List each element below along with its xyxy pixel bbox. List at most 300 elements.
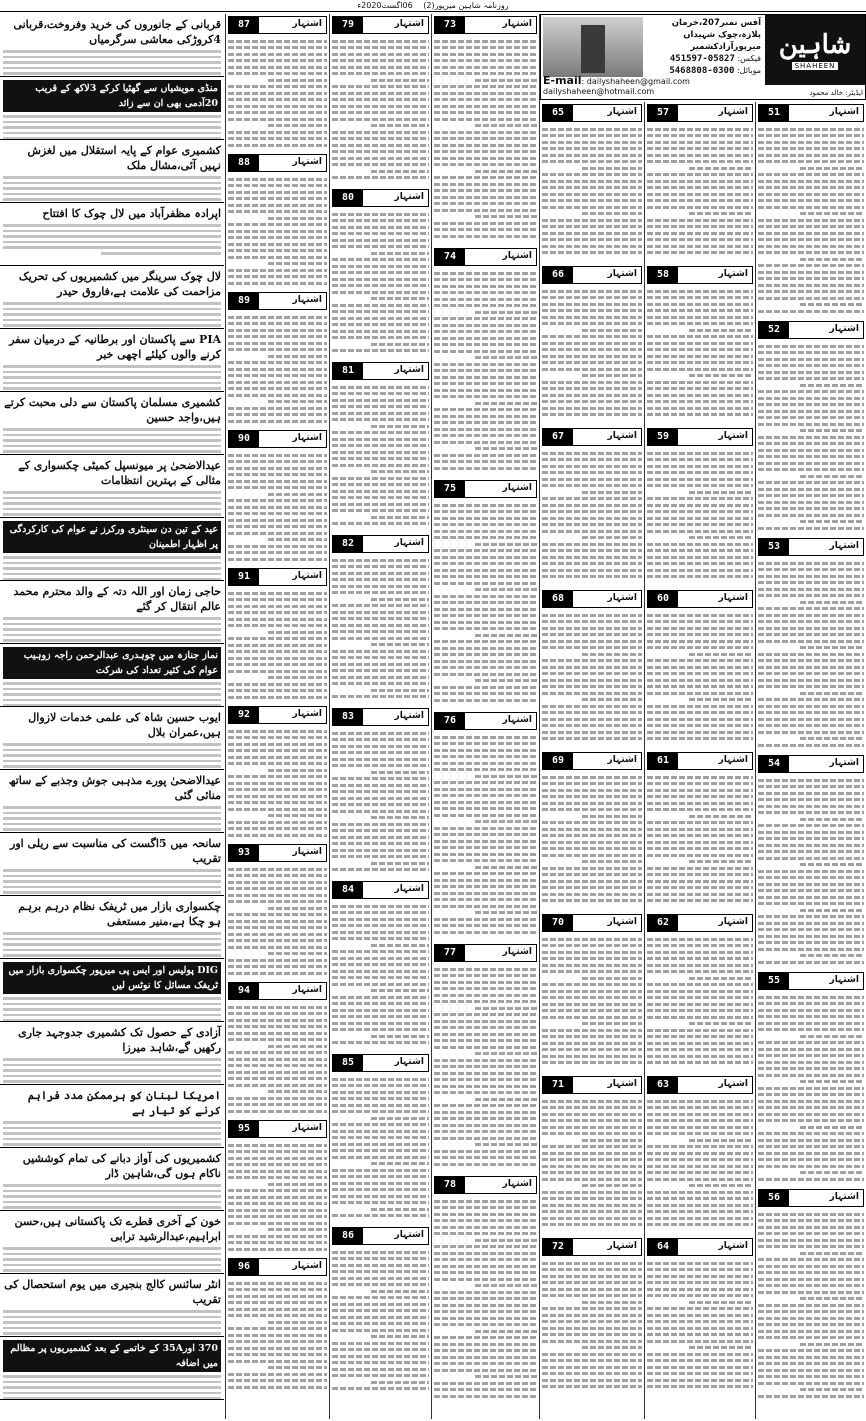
story-body-text (3, 1184, 221, 1211)
notice-number: 78 (435, 1176, 465, 1194)
notice-label: اشتہار (292, 847, 322, 858)
notice-number: 72 (543, 1238, 573, 1256)
notice-header (647, 1076, 753, 1094)
notice-header (332, 708, 429, 726)
notice-number: 84 (333, 881, 363, 899)
notice-body-text (228, 450, 327, 562)
legal-notice (647, 266, 753, 424)
news-column (0, 14, 224, 1419)
news-story (0, 329, 224, 392)
notice-number: 58 (648, 266, 678, 284)
notice-header (434, 712, 537, 730)
notice-label: اشتہار (292, 709, 322, 720)
notice-body-text (542, 934, 642, 1070)
notice-header (228, 292, 327, 310)
legal-notice (647, 1238, 753, 1396)
notice-label: اشتہار (502, 483, 532, 494)
folio-date: 06اگست2020ء (357, 1, 413, 10)
notice-body-text (228, 312, 327, 424)
notice-body-text (758, 124, 864, 315)
news-story (0, 140, 224, 203)
story-body-text (3, 1375, 221, 1400)
notice-label: اشتہار (829, 107, 859, 118)
notice-body-text (542, 1096, 642, 1232)
masthead (540, 14, 866, 100)
news-story (0, 203, 224, 266)
story-body-text (3, 743, 221, 770)
contact-info (643, 17, 761, 77)
notice-label: اشتہار (292, 433, 322, 444)
legal-notice (542, 752, 642, 910)
email-secondary[interactable]: dailyshaheen@hotmail.com (543, 87, 655, 96)
notice-number: 64 (648, 1238, 678, 1256)
notice-header (332, 535, 429, 553)
legal-notice (332, 535, 429, 704)
notice-body-text (228, 1278, 327, 1390)
story-body-text (3, 302, 221, 329)
news-story (0, 392, 224, 455)
notice-header (434, 248, 537, 266)
news-story (0, 707, 224, 770)
notice-body-text (542, 772, 642, 908)
notice-header (542, 104, 642, 122)
notice-body-text (332, 728, 429, 875)
notice-header (758, 972, 864, 990)
notice-label: اشتہار (394, 365, 424, 376)
story-body-text (3, 428, 221, 455)
story-headline: کشمیریوں کی آواز دبانے کی تمام کوششیں ناکام ہوں گی،شاہین ڈار (22, 1152, 221, 1180)
story-body-text (3, 682, 221, 707)
notice-number: 74 (435, 248, 465, 266)
notice-header (332, 189, 429, 207)
notice-body-text (647, 448, 753, 584)
news-story (0, 1211, 224, 1274)
newspaper-logo (765, 15, 865, 85)
notice-body-text (332, 901, 429, 1048)
legal-notice (542, 266, 642, 424)
notice-header (228, 982, 327, 1000)
story-body-text (3, 176, 221, 203)
story-body-text (3, 1247, 221, 1274)
notice-label: اشتہار (607, 917, 637, 928)
notice-body-text (542, 1258, 642, 1394)
news-story (0, 1337, 224, 1400)
notice-column-3 (540, 102, 644, 1419)
notice-header (758, 755, 864, 773)
notice-label: اشتہار (292, 19, 322, 30)
notice-label: اشتہار (718, 917, 748, 928)
notice-header (647, 1238, 753, 1256)
notice-number: 73 (435, 16, 465, 34)
story-headline: حاجی زمان اور اللہ دتہ کے والد محترم محمد عالم انتقال کر گئے (13, 585, 221, 613)
notice-header (434, 480, 537, 498)
legal-notice (228, 1120, 327, 1254)
notice-header (228, 844, 327, 862)
story-headline: ایوب حسین شاہ کی علمی خدمات لازوال ہیں،عمران بلال (28, 711, 221, 739)
notice-number: 85 (333, 1054, 363, 1072)
legal-notice (647, 1076, 753, 1234)
notice-number: 62 (648, 914, 678, 932)
mobile-label: موبائل: (736, 66, 761, 75)
news-story (0, 959, 224, 1022)
notice-body-text (542, 286, 642, 422)
story-body-text (3, 224, 221, 255)
notice-header (228, 430, 327, 448)
story-headline: کشمیری مسلمان پاکستان سے دلی محبت کرتے ہیں،واجد حسین (4, 396, 221, 424)
notice-number: 69 (543, 752, 573, 770)
legal-notice (647, 590, 753, 748)
news-story (0, 1085, 224, 1148)
notice-column-5 (330, 14, 431, 1419)
notice-header (647, 914, 753, 932)
notice-header (228, 706, 327, 724)
folio-paper: روزنامہ شاہین میرپور(2) (423, 1, 509, 10)
legal-notice (647, 428, 753, 586)
notice-label: اشتہار (607, 1241, 637, 1252)
notice-number: 95 (229, 1120, 259, 1138)
notice-header (758, 104, 864, 122)
story-headline: نماز جنازہ میں چوہدری عبدالرحمن راجہ زوہیب عوام کی کثیر تعداد کی شرکت (3, 647, 221, 679)
story-headline: خون کے آخری قطرے تک پاکستانی ہیں،حسن ابراہیم،عبدالرشید ترابی (14, 1215, 221, 1243)
notice-column-1 (756, 102, 866, 1419)
story-headline: آزادی کے حصول تک کشمیری جدوجہد جاری رکھیں گے،شاہد میرزا (18, 1026, 221, 1054)
notice-number: 71 (543, 1076, 573, 1094)
legal-notice (228, 292, 327, 426)
news-story (0, 14, 224, 77)
notice-body-text (758, 341, 864, 532)
legal-notice (758, 538, 864, 751)
notice-number: 82 (333, 535, 363, 553)
story-body-text (3, 869, 221, 896)
notice-label: اشتہار (718, 1079, 748, 1090)
notice-body-text (228, 726, 327, 838)
notice-number: 88 (229, 154, 259, 172)
legal-notice (434, 1176, 537, 1404)
notice-number: 56 (759, 1189, 789, 1207)
notice-body-text (332, 209, 429, 356)
notice-header (228, 568, 327, 586)
story-headline: DIG پولیس اور ایس پی میرپور چکسواری بازار میں ٹریفک مسائل کا نوٹس لیں (3, 962, 221, 994)
notice-number: 55 (759, 972, 789, 990)
notice-body-text (758, 992, 864, 1183)
notice-label: اشتہار (607, 431, 637, 442)
story-body-text (3, 491, 221, 518)
notice-number: 92 (229, 706, 259, 724)
office-address: آفس نمبر207،خرمان پلازہ،چوک شہیداں میرپورآزادکشمیر (671, 18, 761, 52)
story-headline: انٹر سائنس کالج بنجیری میں یوم استحصال کی تقریب (4, 1278, 221, 1306)
editor-line: ایڈیٹر: خالد محمود (809, 89, 863, 97)
notice-body-text (647, 610, 753, 746)
story-body-text (3, 50, 221, 77)
notice-number: 57 (648, 104, 678, 122)
notice-body-text (758, 1209, 864, 1400)
notice-number: 63 (648, 1076, 678, 1094)
legal-notice (228, 430, 327, 564)
notice-label: اشتہار (607, 593, 637, 604)
notice-body-text (228, 174, 327, 286)
notice-header (542, 1238, 642, 1256)
notice-number: 76 (435, 712, 465, 730)
story-headline: لال چوک سرینگر میں کشمیریوں کی تحریک مزاحمت کی علامت ہے،فاروق حیدر (18, 270, 221, 298)
notice-label: اشتہار (718, 593, 748, 604)
news-story (0, 77, 224, 140)
story-headline: عید کے تین دن سینٹری ورکرز نے عوام کی کارکردگی پر اظہار اطمینان (3, 521, 221, 553)
notice-header (332, 362, 429, 380)
legal-notice (332, 881, 429, 1050)
story-headline: قربانی کے جانوروں کی خرید وفروخت،قربانی 4کروڑکی معاشی سرگرمیاں (13, 18, 221, 46)
news-story (0, 1022, 224, 1085)
notice-header (228, 16, 327, 34)
legal-notice (542, 1076, 642, 1234)
notice-number: 61 (648, 752, 678, 770)
notice-label: اشتہار (829, 975, 859, 986)
story-headline: چکسواری بازار میں ٹریفک نظام درہم برہم ہو چکا ہے،منیر مستعفی (18, 900, 221, 928)
legal-notice (332, 1054, 429, 1223)
notice-body-text (647, 772, 753, 908)
story-headline: عیدالاضحیٰ پر میونسپل کمیٹی چکسواری کے مثالی کے بہترین انتظامات (18, 459, 221, 487)
notice-label: اشتہار (292, 1261, 322, 1272)
notice-label: اشتہار (502, 19, 532, 30)
notice-number: 79 (333, 16, 363, 34)
notice-number: 91 (229, 568, 259, 586)
notice-label: اشتہار (718, 431, 748, 442)
story-body-text (3, 556, 221, 581)
legal-notice (542, 590, 642, 748)
notice-header (228, 1120, 327, 1138)
mobile-number: 0300-5468808 (669, 66, 735, 76)
notice-body-text (542, 124, 642, 260)
notice-header (434, 1176, 537, 1194)
legal-notice (434, 480, 537, 708)
story-body-text (3, 806, 221, 833)
story-body-text (3, 932, 221, 959)
notice-body-text (434, 964, 537, 1170)
logo-urdu: شاہین (778, 30, 852, 60)
notice-header (758, 1189, 864, 1207)
email-block: E-mail: dailyshaheen@gmail.com dailyshaheen@hotmail.com (543, 74, 690, 96)
news-story (0, 896, 224, 959)
monument-photo (543, 17, 643, 77)
fax-label: فیکس: (737, 54, 761, 63)
legal-notice (332, 1227, 429, 1396)
legal-notice (647, 914, 753, 1072)
news-story (0, 455, 224, 518)
notice-body-text (434, 268, 537, 474)
notice-label: اشتہار (394, 19, 424, 30)
legal-notice (228, 568, 327, 702)
legal-notice (758, 321, 864, 534)
notice-header (332, 1054, 429, 1072)
notice-label: اشتہار (829, 758, 859, 769)
notice-label: اشتہار (394, 1057, 424, 1068)
legal-notice (434, 248, 537, 476)
notice-label: اشتہار (292, 157, 322, 168)
legal-notice (228, 982, 327, 1116)
legal-notice (542, 104, 642, 262)
notice-number: 75 (435, 480, 465, 498)
notice-label: اشتہار (292, 985, 322, 996)
notice-header (542, 1076, 642, 1094)
notice-body-text (332, 1074, 429, 1221)
legal-notice (228, 154, 327, 288)
story-headline: اپرادہ مظفرآباد میں لال چوک کا افتتاح (42, 207, 221, 220)
news-story (0, 1274, 224, 1337)
notice-header (647, 266, 753, 284)
notice-body-text (647, 286, 753, 422)
notice-header (332, 1227, 429, 1245)
notice-body-text (228, 1140, 327, 1252)
story-headline: امریکا لبنان کو ہرممکن مدد فراہم کرنے کو تیار ہے (27, 1089, 221, 1117)
email-label: E-mail (543, 74, 582, 87)
notice-header (542, 914, 642, 932)
notice-body-text (434, 1196, 537, 1402)
legal-notice (758, 972, 864, 1185)
legal-notice (758, 104, 864, 317)
notice-column-6 (226, 14, 329, 1419)
notice-header (228, 1258, 327, 1276)
notice-label: اشتہار (829, 541, 859, 552)
story-headline: 370 اور35A کے خاتمے کے بعد کشمیریوں پر مظالم میں اضافہ (3, 1340, 221, 1372)
notice-label: اشتہار (502, 251, 532, 262)
email-primary[interactable]: dailyshaheen@gmail.com (586, 77, 690, 86)
legal-notice (434, 712, 537, 940)
notice-header (228, 154, 327, 172)
notice-body-text (332, 1247, 429, 1394)
news-story (0, 266, 224, 329)
notice-label: اشتہار (607, 269, 637, 280)
news-story (0, 581, 224, 644)
story-body-text (3, 1310, 221, 1337)
legal-notice (228, 1258, 327, 1392)
page-folio (0, 0, 866, 12)
legal-notice (332, 189, 429, 358)
notice-header (542, 590, 642, 608)
notice-body-text (758, 558, 864, 749)
notice-body-text (434, 500, 537, 706)
notice-label: اشتہار (394, 192, 424, 203)
notice-label: اشتہار (292, 571, 322, 582)
notice-label: اشتہار (502, 715, 532, 726)
notice-number: 80 (333, 189, 363, 207)
news-story (0, 644, 224, 707)
story-body-text (3, 997, 221, 1022)
notice-label: اشتہار (718, 269, 748, 280)
notice-number: 59 (648, 428, 678, 446)
notice-number: 83 (333, 708, 363, 726)
story-headline: PIA سے پاکستان اور برطانیہ کے درمیان سفر کرنے والوں کیلئے اچھی خبر (9, 333, 221, 361)
legal-notice (332, 708, 429, 877)
logo-english: SHAHEEN (792, 62, 839, 70)
notice-body-text (332, 555, 429, 702)
notice-number: 60 (648, 590, 678, 608)
notice-number: 51 (759, 104, 789, 122)
notice-label: اشتہار (292, 1123, 322, 1134)
legal-notice (647, 752, 753, 910)
notice-body-text (542, 448, 642, 584)
notice-header (647, 590, 753, 608)
notice-header (542, 428, 642, 446)
legal-notice (758, 1189, 864, 1402)
notice-header (647, 104, 753, 122)
story-headline: عیدالاضحیٰ پورے مذہبی جوش وجذبے کے ساتھ منائی گئی (8, 774, 221, 802)
notice-body-text (647, 934, 753, 1070)
notice-body-text (758, 775, 864, 966)
notice-label: اشتہار (718, 755, 748, 766)
notice-header (647, 428, 753, 446)
notice-label: اشتہار (502, 947, 532, 958)
story-body-text (3, 365, 221, 392)
story-body-text (3, 1121, 221, 1148)
notice-header (332, 16, 429, 34)
notice-column-2 (645, 102, 755, 1419)
notice-number: 81 (333, 362, 363, 380)
notice-label: اشتہار (394, 538, 424, 549)
notice-body-text (647, 124, 753, 260)
notice-number: 93 (229, 844, 259, 862)
notice-header (542, 266, 642, 284)
notice-body-text (332, 36, 429, 183)
news-story (0, 518, 224, 581)
notice-number: 70 (543, 914, 573, 932)
notice-label: اشتہار (829, 324, 859, 335)
story-body-text (3, 115, 221, 140)
notice-header (647, 752, 753, 770)
notice-label: اشتہار (607, 755, 637, 766)
news-story (0, 1148, 224, 1211)
legal-notice (434, 944, 537, 1172)
notice-number: 77 (435, 944, 465, 962)
news-story (0, 833, 224, 896)
story-body-text (3, 617, 221, 644)
notice-header (332, 881, 429, 899)
notice-body-text (228, 1002, 327, 1114)
notice-label: اشتہار (394, 711, 424, 722)
legal-notice (542, 428, 642, 586)
story-body-text (3, 1058, 221, 1085)
story-headline: سانحہ میں 5اگست کی مناسبت سے ریلی اور تقریب (10, 837, 221, 865)
notice-header (434, 944, 537, 962)
notice-label: اشتہار (394, 1230, 424, 1241)
notice-number: 87 (229, 16, 259, 34)
notice-number: 66 (543, 266, 573, 284)
notice-number: 67 (543, 428, 573, 446)
notice-number: 68 (543, 590, 573, 608)
notice-header (542, 752, 642, 770)
notice-header (758, 538, 864, 556)
notice-body-text (228, 36, 327, 148)
notice-number: 89 (229, 292, 259, 310)
notice-number: 53 (759, 538, 789, 556)
story-headline: منڈی مویشیاں سے گھٹیا کرکے 3لاکھ کے قریب 20آدمی بھی ان سے زائد (3, 80, 221, 112)
notice-body-text (647, 1258, 753, 1394)
notice-column-4 (432, 14, 539, 1419)
legal-notice (228, 844, 327, 978)
legal-notice (647, 104, 753, 262)
notice-label: اشتہار (292, 295, 322, 306)
notice-label: اشتہار (394, 884, 424, 895)
notice-number: 65 (543, 104, 573, 122)
notice-number: 54 (759, 755, 789, 773)
legal-notice (542, 914, 642, 1072)
notice-label: اشتہار (607, 1079, 637, 1090)
legal-notice (228, 706, 327, 840)
notice-number: 86 (333, 1227, 363, 1245)
notice-body-text (228, 864, 327, 976)
news-story (0, 770, 224, 833)
notice-body-text (647, 1096, 753, 1232)
legal-notice (758, 755, 864, 968)
notice-label: اشتہار (718, 107, 748, 118)
